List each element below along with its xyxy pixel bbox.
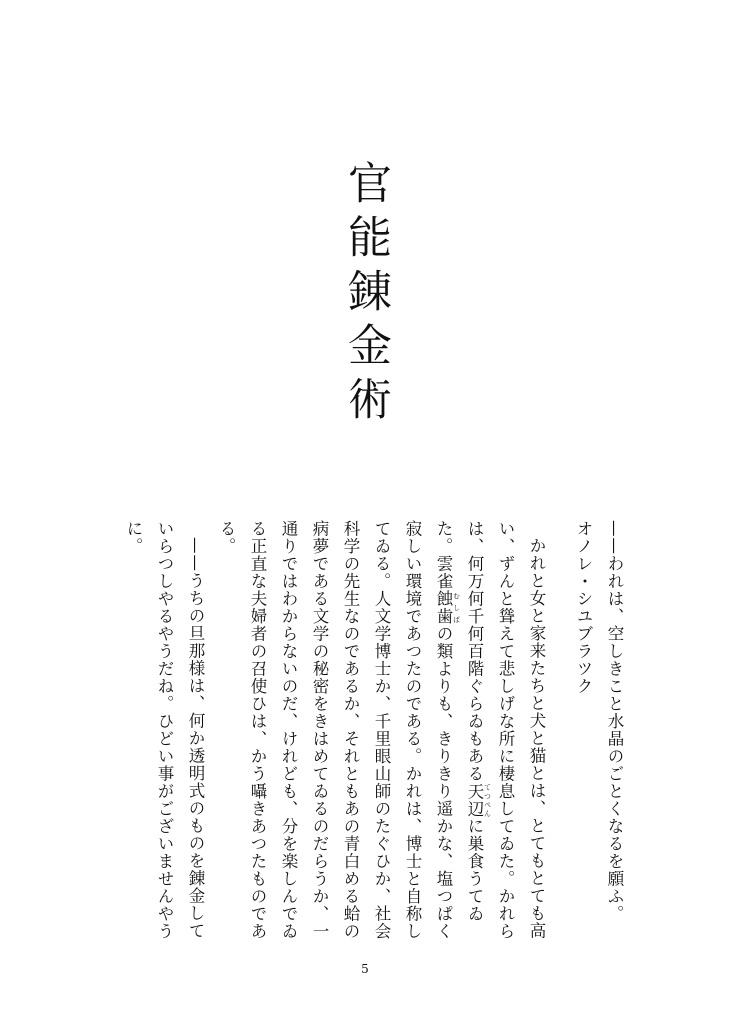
paragraph-1 bbox=[211, 520, 552, 940]
ruby-mushiba-reading: むしば bbox=[452, 590, 461, 625]
ruby-tenpen bbox=[465, 782, 492, 818]
paragraph-1-part-3: の類よりも、きりきり遥かな、塩つぱく寂しい環境であつたのである。かれは、博士と自称してゐる。人文学博士か、千里眼山師のたぐひか、社会科学の先生なのであるか、それともあの青白める蛤の病夢である文学の秘密をきはめてゐるのだらうか、一通りではわからないのだ、けれども、分を楽しんでゐる正直な夫婦者の召使ひは、かう囁きあつたものである。 bbox=[217, 520, 453, 940]
paragraph-1-part-1: かれと女と家来たちと犬と猫とは、とてもとても高い、ずんと聳えて悲しげな所に棲息してゐた。かれらは、何万何千何百階ぐらゐもある bbox=[465, 520, 546, 940]
chapter-title: 官能錬金術 bbox=[340, 160, 391, 430]
ruby-tenpen-reading: てつぺん bbox=[483, 782, 492, 818]
paragraph-2: ——うちの旦那様は、何か透明式のものを錬金していらつしやるやうだね。ひどい事がございませんやうに。 bbox=[124, 520, 205, 940]
body-text bbox=[110, 520, 630, 940]
ruby-mushiba bbox=[434, 590, 461, 625]
epigraph-attribution: オノレ・シユブラツク bbox=[574, 520, 593, 695]
epigraph-quote: ——われは、空しきこと水晶のごとくなるを願ふ。 bbox=[605, 520, 624, 923]
ruby-tenpen-base: 天辺 bbox=[465, 782, 484, 818]
paragraph-1-part-2: に巣食うてゐた。雲雀 bbox=[434, 520, 484, 923]
ruby-mushiba-base: 蝕歯 bbox=[434, 590, 453, 625]
page-number: 5 bbox=[361, 962, 369, 976]
